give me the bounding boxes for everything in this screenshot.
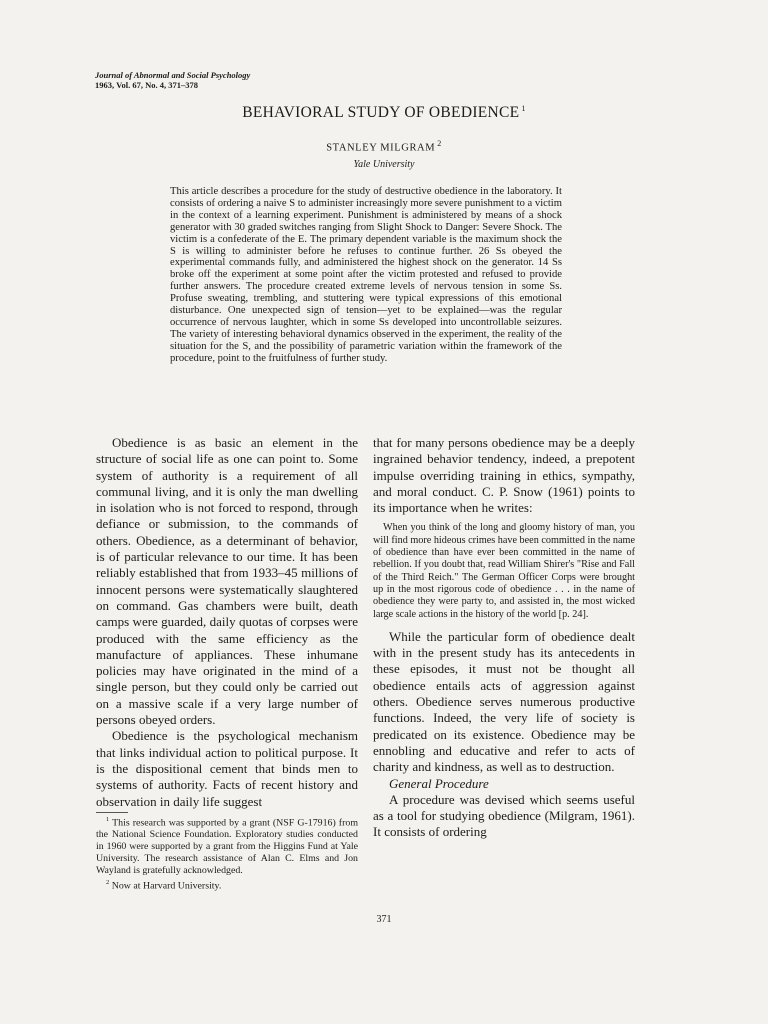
footnote-1-text: This research was supported by a grant (NSF G-17916) from the National Science Foundation. Exploratory studies conducted in 1960 were supported by a grant from the Higgins Fund at Yale University. The research assistance of Alan C. Elms and Jon Wayland is gratefully acknowledged.	[96, 817, 358, 877]
footnote-2	[96, 877, 358, 892]
page-number: 371	[376, 914, 392, 925]
section-heading: General Procedure	[389, 775, 489, 791]
body-paragraph: Obedience is as basic an element in the structure of social life as one can point to. Some system of authority is a requirement of all communal living, and it is only the man dwelling in isolation who is not forced to respond, through defiance or submission, to the commands of others. Obedience, as a determinant of behavior, is of particular relevance to our time. It has been reliably established that from 1933–45 millions of innocent persons were systematically slaughtered on command. Gas chambers were built, death camps were guarded, daily quotas of corpses were produced with the same efficiency as the manufacture of appliances. These inhumane policies may have originated in the mind of a single person, but they could only be carried out on a massive scale if a very large number of persons obeyed orders.	[96, 435, 358, 728]
body-column-right	[373, 435, 635, 841]
article-title	[0, 104, 768, 122]
article-author	[0, 139, 768, 154]
article-title-text: BEHAVIORAL STUDY OF OBEDIENCE	[242, 104, 520, 122]
title-footnote-mark: 1	[521, 104, 526, 113]
author-footnote-mark: 2	[437, 139, 442, 148]
footnote-1-mark: 1	[106, 816, 110, 823]
body-paragraph: While the particular form of obedience dealt with in the present study has its antecedents in these episodes, it must not be thought all obedience entails acts of aggression against others. Obedience serves numerous productive functions. Indeed, the very life of society is predicated on its existence. Obedience may be ennobling and educative and refer to acts of charity and kindness, as well as to destruction.	[373, 628, 635, 775]
footnote-divider	[96, 812, 128, 813]
block-quote	[373, 522, 635, 620]
quote-text: When you think of the long and gloomy history of man, you will find more hideous crimes have been committed in the name of obedience than have ever been committed in the name of rebellion. If you doubt that, read William Shirer's "Rise and Fall of the Third Reich." The German Officer Corps were brought up in the most rigorous code of obedience . . . in the name of obedience they were party to, and assisted in, the most wicked large scale actions in the history of the world [p. 24].	[373, 522, 635, 620]
author-affiliation: Yale University	[353, 159, 415, 170]
footnote-1	[96, 814, 358, 877]
footnotes	[96, 814, 358, 893]
abstract: This article describes a procedure for the study of destructive obedience in the laboratory. It consists of ordering a naive S to administer increasingly more severe punishment to a victim in the context of a learning experiment. Punishment is administered by means of a shock generator with 30 graded switches ranging from Slight Shock to Danger: Severe Shock. The victim is a confederate of the E. The primary dependent variable is the maximum shock the S is willing to administer before he refuses to continue further. 26 Ss obeyed the experimental commands fully, and administered the highest shock on the generator. 14 Ss broke off the experiment at some point after the victim protested and refused to provide further answers. The procedure created extreme levels of nervous tension in some Ss. Profuse sweating, trembling, and stuttering were typical expressions of this emotional disturbance. One unexpected sign of tension—yet to be explained—was the regular occurrence of nervous laughter, which in some Ss developed into uncontrollable seizures. The variety of interesting behavioral dynamics observed in the experiment, the reality of the situation for the S, and the possibility of parametric variation within the framework of the procedure, point to the fruitfulness of further study.	[170, 186, 562, 364]
footnote-2-mark: 2	[106, 879, 110, 887]
author-name: STANLEY MILGRAM	[326, 142, 436, 154]
journal-volume: 1963, Vol. 67, No. 4, 371–378	[95, 79, 198, 90]
body-column-left	[96, 435, 358, 810]
journal-citation	[95, 71, 250, 90]
body-paragraph: that for many persons obedience may be a deeply ingrained behavior tendency, indeed, a prepotent impulse overriding training in ethics, sympathy, and moral conduct. C. P. Snow (1961) points to its importance when he writes:	[373, 435, 635, 516]
body-paragraph: Obedience is the psychological mechanism that links individual action to political purpose. It is the dispositional cement that binds men to systems of authority. Facts of recent history and observation in daily life suggest	[96, 728, 358, 809]
body-paragraph: A procedure was devised which seems useful as a tool for studying obedience (Milgram, 1961). It consists of ordering	[373, 791, 635, 840]
journal-name: Journal of Abnormal and Social Psychology	[95, 70, 251, 80]
footnote-2-text: Now at Harvard University.	[111, 880, 222, 892]
